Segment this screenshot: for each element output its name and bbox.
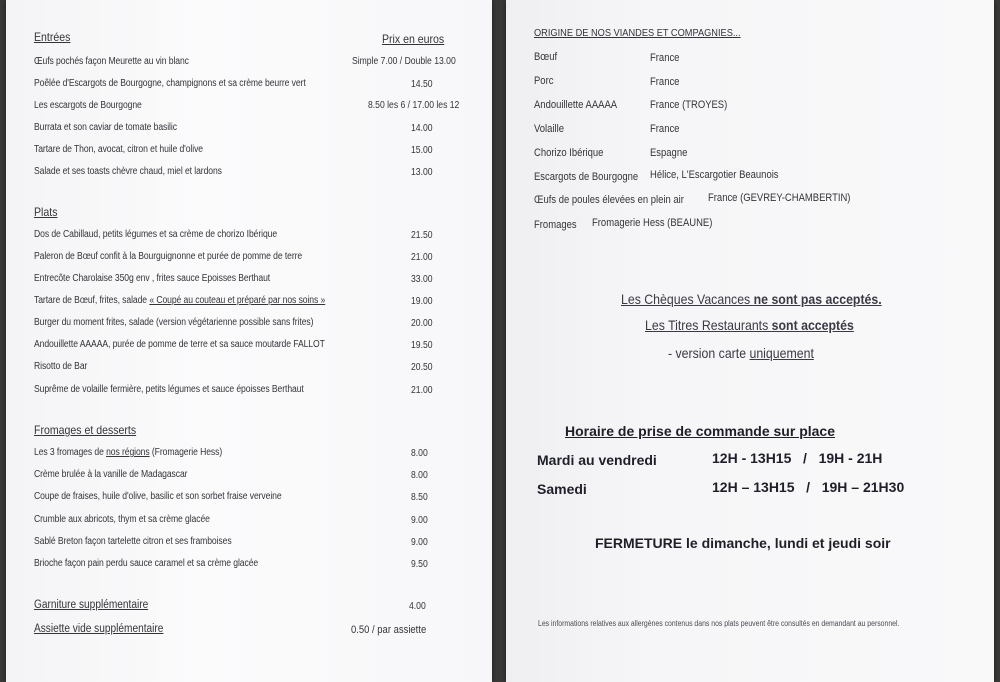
origin-label: Œufs de poules élevées en plein air xyxy=(534,194,684,206)
notice-text: Les Titres Restaurants xyxy=(645,317,772,333)
origin-value: France (GEVREY-CHAMBERTIN) xyxy=(708,192,851,204)
closing-notice: FERMETURE le dimanche, lundi et jeudi soir xyxy=(595,535,891,551)
notice-emphasis: sont acceptés xyxy=(771,317,854,333)
menu-price: 19.50 xyxy=(411,340,433,351)
hours-days: Mardi au vendredi xyxy=(537,452,657,468)
origin-label: Bœuf xyxy=(534,51,558,63)
menu-price: 21.50 xyxy=(411,230,433,241)
menu-item xyxy=(34,447,222,458)
menu-item: Salade et ses toasts chèvre chaud, miel et lardons xyxy=(34,166,222,177)
origin-value: Espagne xyxy=(650,147,688,159)
hours-days: Samedi xyxy=(537,481,587,497)
menu-page-right xyxy=(506,0,994,682)
menu-page-left xyxy=(6,0,492,682)
origin-label: Chorizo Ibérique xyxy=(534,147,604,159)
menu-price: Simple 7.00 / Double 13.00 xyxy=(352,56,456,67)
menu-item: Brioche façon pain perdu sauce caramel et sa crème glacée xyxy=(34,558,259,569)
notice-text: - version carte xyxy=(668,345,750,361)
menu-item: Paleron de Bœuf confit à la Bourguignonne et purée de pomme de terre xyxy=(34,251,303,262)
notice-text: Les Chèques Vacances xyxy=(621,291,754,307)
menu-price: 15.00 xyxy=(411,145,433,156)
extra-item: Garniture supplémentaire xyxy=(34,599,149,611)
menu-price: 20.00 xyxy=(411,318,433,329)
hours-times: 12H – 13H15 / 19H – 21H30 xyxy=(712,479,905,495)
menu-item: Suprême de volaille fermière, petits légumes et sauce époisses Berthaut xyxy=(34,384,304,395)
menu-item-text: (Fromagerie Hess) xyxy=(149,447,223,458)
allergen-note: Les informations relatives aux allergènes contenus dans nos plats peuvent être consultés en demandant au personnel. xyxy=(538,619,900,628)
origin-value: France (TROYES) xyxy=(650,99,728,111)
cheques-vacances-notice xyxy=(621,291,882,307)
origin-label: Andouillette AAAAA xyxy=(534,99,618,111)
menu-item-underlined: nos régions xyxy=(106,447,150,458)
origin-value: France xyxy=(650,52,680,64)
menu-price: 20.50 xyxy=(411,362,433,373)
menu-price: 14.00 xyxy=(411,123,433,134)
menu-price: 8.50 xyxy=(411,492,428,503)
hours-times: 12H - 13H15 / 19H - 21H xyxy=(712,450,883,466)
menu-item: Crumble aux abricots, thym et sa crème glacée xyxy=(34,514,210,525)
plats-heading: Plats xyxy=(34,205,58,219)
menu-item: Tartare de Thon, avocat, citron et huile d'olive xyxy=(34,144,203,155)
menu-item-text: Tartare de Bœuf, frites, salade xyxy=(34,295,150,306)
extra-item: Assiette vide supplémentaire xyxy=(34,623,164,635)
origin-label: Fromages xyxy=(534,219,577,231)
menu-price: 8.00 xyxy=(411,470,428,481)
origin-label: Escargots de Bourgogne xyxy=(534,171,639,183)
entrees-heading: Entrées xyxy=(34,30,71,44)
menu-item-text: Les 3 fromages de xyxy=(34,447,107,458)
menu-price: 9.00 xyxy=(411,537,428,548)
menu-price: 13.00 xyxy=(411,167,433,178)
titres-restaurants-notice xyxy=(645,317,854,333)
menu-item: Burger du moment frites, salade (version végétarienne possible sans frites) xyxy=(34,317,314,328)
menu-item: Burrata et son caviar de tomate basilic xyxy=(34,122,177,133)
version-notice xyxy=(668,345,814,361)
menu-item: Sablé Breton façon tartelette citron et ses framboises xyxy=(34,536,232,547)
menu-price: 33.00 xyxy=(411,274,433,285)
menu-item: Entrecôte Charolaise 350g env , frites sauce Epoisses Berthaut xyxy=(34,273,271,284)
origin-heading: ORIGINE DE NOS VIANDES ET COMPAGNIES... xyxy=(534,27,741,39)
menu-item: Crème brulée à la vanille de Madagascar xyxy=(34,469,188,480)
desserts-heading: Fromages et desserts xyxy=(34,423,137,437)
menu-item: Coupe de fraises, huile d'olive, basilic et son sorbet fraise verveine xyxy=(34,491,282,502)
hours-heading: Horaire de prise de commande sur place xyxy=(565,423,835,439)
menu-price: 4.00 xyxy=(409,601,426,612)
menu-price: 14.50 xyxy=(411,79,433,90)
menu-item xyxy=(34,295,325,306)
origin-value: France xyxy=(650,76,680,88)
origin-value: Fromagerie Hess (BEAUNE) xyxy=(592,217,713,229)
menu-price: 9.50 xyxy=(411,559,428,570)
menu-item-underlined: « Coupé au couteau et préparé par nos soins » xyxy=(149,295,326,306)
menu-item: Andouillette AAAAA, purée de pomme de terre et sa sauce moutarde FALLOT xyxy=(34,339,325,350)
origin-label: Porc xyxy=(534,75,554,87)
menu-item: Les escargots de Bourgogne xyxy=(34,100,142,111)
origin-value: France xyxy=(650,123,680,135)
menu-item: Dos de Cabillaud, petits légumes et sa crème de chorizo Ibérique xyxy=(34,229,278,240)
menu-item: Œufs pochés façon Meurette au vin blanc xyxy=(34,56,189,67)
origin-label: Volaille xyxy=(534,123,564,135)
menu-item: Risotto de Bar xyxy=(34,361,88,372)
menu-item: Poêlée d'Escargots de Bourgogne, champignons et sa crème beurre vert xyxy=(34,78,306,89)
menu-price: 8.00 xyxy=(411,448,428,459)
menu-price: 21.00 xyxy=(411,385,433,396)
price-heading: Prix en euros xyxy=(382,32,445,46)
menu-price: 9.00 xyxy=(411,515,428,526)
origin-value: Hélice, L'Escargotier Beaunois xyxy=(650,169,779,181)
notice-emphasis: uniquement xyxy=(749,345,814,361)
notice-emphasis: ne sont pas acceptés. xyxy=(753,291,882,307)
menu-price: 0.50 / par assiette xyxy=(351,624,427,636)
menu-price: 19.00 xyxy=(411,296,433,307)
menu-price: 21.00 xyxy=(411,252,433,263)
menu-price: 8.50 les 6 / 17.00 les 12 xyxy=(368,100,460,111)
